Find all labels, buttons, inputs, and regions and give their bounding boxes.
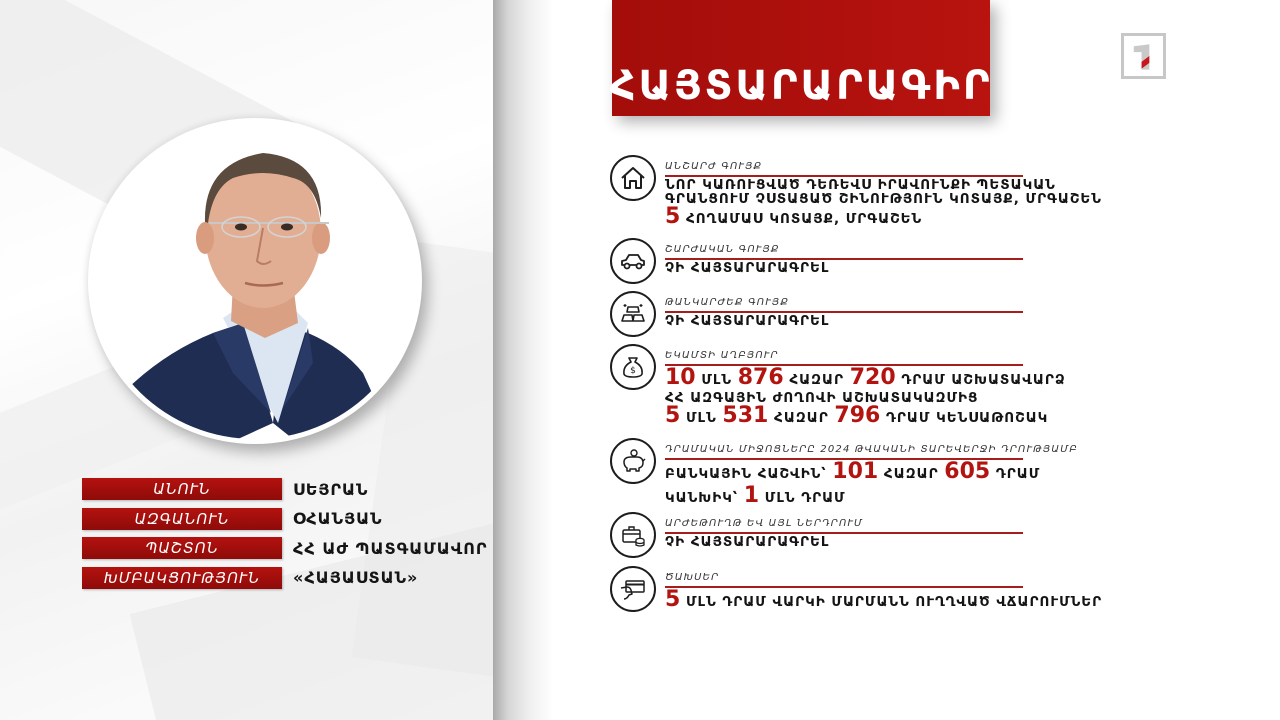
section-line xyxy=(665,405,1135,429)
highlight-number: 5 xyxy=(665,204,681,229)
portrait-photo xyxy=(93,123,417,439)
line-text: ՄԼՆ xyxy=(680,410,723,426)
section-line xyxy=(665,367,1135,391)
line-text: ՉԻ ՀԱՅՏԱՐԱՐԱԳՐԵԼ xyxy=(665,260,830,276)
section-heading: ԵԿԱՄՏԻ ԱՂԲՅՈՒՐ xyxy=(665,350,1023,366)
info-row-faction xyxy=(82,567,488,589)
highlight-number: 5 xyxy=(665,403,681,428)
line-text: ՄԼՆ ԴՐԱՄ ՎԱՐԿԻ ՄԱՐՄԱՆՆ ՈՒՂՂՎԱԾ ՎՃԱՐՈՒՄՆԵՐ xyxy=(680,594,1103,610)
section-body xyxy=(665,261,1135,275)
section-body xyxy=(665,314,1135,328)
info-row-position xyxy=(82,537,488,559)
info-label: ՊԱՇՏՈՆ xyxy=(82,537,282,559)
info-row-last-name xyxy=(82,508,488,530)
section-heading: ԾԱԽՍԵՐ xyxy=(665,572,1023,588)
line-text: ԴՐԱՄ xyxy=(990,466,1041,482)
highlight-number: 876 xyxy=(737,365,784,390)
info-value: ՕՀԱՆՅԱՆ xyxy=(293,509,383,528)
info-label: ԱԶԳԱՆՈՒՆ xyxy=(82,508,282,530)
section-body xyxy=(665,535,1135,549)
line-text: ՉԻ ՀԱՅՏԱՐԱՐԱԳՐԵԼ xyxy=(665,313,830,329)
highlight-number: 531 xyxy=(722,403,769,428)
info-row-first-name xyxy=(82,478,488,500)
money-bag-icon xyxy=(610,344,656,390)
section-line xyxy=(665,461,1135,485)
section-heading: ԹԱՆԿԱՐԺԵՔ ԳՈՒՅՔ xyxy=(665,297,1023,313)
line-text: ԴՐԱՄ ԿԵՆՍԱԹՈՇԱԿ xyxy=(880,410,1049,426)
highlight-number: 1 xyxy=(743,483,760,508)
section-line xyxy=(665,178,1135,192)
card-payment-icon xyxy=(610,566,656,612)
portrait-illustration-icon xyxy=(93,123,417,439)
line-text: ՄԼՆ ԴՐԱՄ xyxy=(759,490,846,506)
section-body xyxy=(665,367,1135,429)
section-line xyxy=(665,192,1135,206)
info-label: ԽՄԲԱԿՑՈՒԹՅՈՒՆ xyxy=(82,567,282,589)
line-text: ՄԼՆ xyxy=(695,372,738,388)
highlight-number: 605 xyxy=(944,459,991,484)
line-text: ԴՐԱՄ ԱՇԽԱՏԱՎԱՐՁ xyxy=(895,372,1066,388)
panel-divider-shadow xyxy=(493,0,553,720)
section-heading: ԱՐԺԵԹՈՒՂԹ ԵՎ ԱՅԼ ՆԵՐԴՐՈՒՄ xyxy=(665,518,1023,534)
section-line xyxy=(665,485,1135,509)
section-line xyxy=(665,589,1135,613)
info-label: ԱՆՈՒՆ xyxy=(82,478,282,500)
channel-one-logo-icon xyxy=(1121,33,1166,79)
section-line xyxy=(665,261,1135,275)
info-value: ՀՀ ԱԺ ՊԱՏԳԱՄԱՎՈՐ xyxy=(293,538,488,558)
line-text: ՀԱԶԱՐ xyxy=(768,410,835,426)
house-icon xyxy=(610,155,656,201)
car-icon xyxy=(610,238,656,284)
line-text: ՀԱԶԱՐ xyxy=(878,466,945,482)
highlight-number: 101 xyxy=(832,459,879,484)
section-line xyxy=(665,535,1135,549)
briefcase-coins-icon xyxy=(610,512,656,558)
left-panel xyxy=(0,0,493,720)
section-body xyxy=(665,178,1135,230)
portrait-frame xyxy=(88,118,422,444)
person-info-table xyxy=(82,478,488,596)
line-text: ԲԱՆԿԱՅԻՆ ՀԱՇՎԻՆ՝ xyxy=(665,466,833,482)
section-line xyxy=(665,314,1135,328)
title-banner xyxy=(609,0,993,116)
section-heading: ՇԱՐԺԱԿԱՆ ԳՈՒՅՔ xyxy=(665,244,1023,260)
info-value: ՍԵՅՐԱՆ xyxy=(293,479,369,499)
line-text: ՆՈՐ ԿԱՌՈՒՑՎԱԾ ԴԵՌԵՎՍ ԻՐԱՎՈՒՆՔԻ ՊԵՏԱԿԱՆ xyxy=(665,177,1056,193)
gold-bars-icon xyxy=(610,291,656,337)
svg-text:$: $ xyxy=(630,366,636,376)
section-body xyxy=(665,461,1135,509)
line-text: ՉԻ ՀԱՅՏԱՐԱՐԱԳՐԵԼ xyxy=(665,534,830,550)
section-body xyxy=(665,589,1135,613)
info-value: «ՀԱՅԱՍՏԱՆ» xyxy=(293,568,419,587)
highlight-number: 720 xyxy=(849,365,896,390)
highlight-number: 796 xyxy=(834,403,881,428)
line-text: ԳՐԱՆՑՈՒՄ ՉՍՏԱՑԱԾ ՇԻՆՈՒԹՅՈՒՆ ԿՈՏԱՅՔ, ՄՐԳԱՇԵՆ xyxy=(665,191,1102,207)
section-heading: ԴՐԱՄԱԿԱՆ ՄԻՋՈՑՆԵՐԸ 2024 ԹՎԱԿԱՆԻ ՏԱՐԵՎԵՐՋԻ ԴՐՈՒԹՅԱՄԲ xyxy=(665,444,1023,460)
highlight-number: 10 xyxy=(665,365,696,390)
piggy-bank-icon xyxy=(610,438,656,484)
line-text: ՀԱԶԱՐ xyxy=(783,372,850,388)
page-title: ՀԱՅՏԱՐԱՐԱԳԻՐ xyxy=(609,63,993,109)
line-text: ՀՀ ԱԶԳԱՅԻՆ ԺՈՂՈՎԻ ԱՇԽԱՏԱԿԱԶՄԻՑ xyxy=(665,390,979,406)
line-text: ԿԱՆԽԻԿ՝ xyxy=(665,490,744,506)
section-line xyxy=(665,206,1135,230)
highlight-number: 5 xyxy=(665,587,681,612)
section-heading: ԱՆՇԱՐԺ ԳՈՒՅՔ xyxy=(665,161,1023,177)
line-text: ՀՈՂԱՄԱՍ ԿՈՏԱՅՔ, ՄՐԳԱՇԵՆ xyxy=(680,211,923,227)
